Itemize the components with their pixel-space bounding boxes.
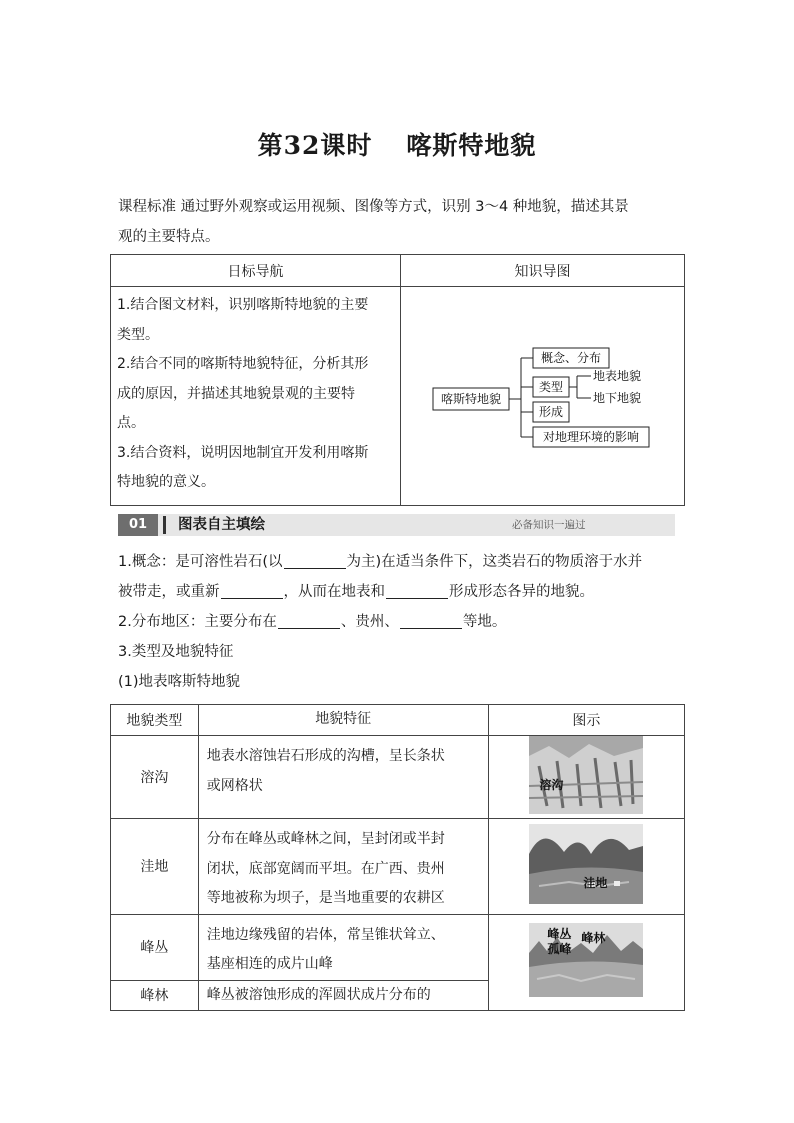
landform-image-cell: [488, 819, 684, 915]
feature-line: 分布在峰丛或峰林之间，呈封闭或半封: [206, 831, 445, 847]
section-divider: [163, 516, 166, 534]
distribution-text: 、贵州、: [340, 614, 399, 630]
landform-feature: [198, 736, 488, 819]
concept-text: 为主)在适当条件下，这类岩石的物质溶于水并: [346, 554, 643, 570]
map-branch-type-label: 类型: [538, 380, 564, 394]
fill-blank[interactable]: [400, 614, 462, 629]
landform-table: [110, 704, 685, 1011]
lesson-number: 第32课时: [257, 131, 373, 160]
section-note: 必备知识一遍过: [512, 519, 586, 531]
curriculum-standard: [118, 192, 683, 252]
goal-line: 1.结合图文材料，识别喀斯特地貌的主要: [117, 297, 369, 313]
col-header-image: 图示: [488, 705, 684, 736]
goals-cell: [111, 287, 401, 506]
peak-cluster-label: 峰丛: [547, 927, 572, 942]
goals-table: [110, 254, 685, 506]
feature-line: 等地被称为坝子，是当地重要的农耕区: [206, 890, 445, 906]
goals-header: 日标导航: [111, 255, 401, 287]
page-title: [0, 126, 794, 162]
karren-photo: [529, 736, 643, 814]
concept-paragraph: [118, 547, 688, 697]
section-title: 图表自主填绘: [178, 517, 265, 533]
table-row: [111, 914, 685, 980]
feature-line: 峰丛被溶蚀形成的浑圆状成片分布的: [206, 986, 431, 1003]
goal-line: 点。: [117, 415, 145, 431]
fill-blank[interactable]: [284, 554, 346, 569]
section-number: 01: [118, 514, 158, 536]
isolated-peak-label: 孤峰: [547, 942, 572, 957]
col-header-feature: 地貌特征: [198, 705, 488, 736]
distribution-text: 2.分布地区：主要分布在: [118, 614, 277, 630]
landform-image-cell: [488, 914, 684, 1011]
lesson-topic: 喀斯特地貌: [406, 131, 537, 160]
standard-text-line1: 通过野外观察或运用视频、图像等方式，识别 3～4 种地貌，描述其景: [180, 199, 629, 215]
landform-feature: [198, 819, 488, 915]
table-row: [111, 736, 685, 819]
landform-image-cell: [488, 736, 684, 819]
concept-text: 形成形态各异的地貌。: [449, 584, 594, 600]
map-branch-formation-label: 形成: [538, 405, 564, 419]
types-heading: 3.类型及地貌特征: [118, 644, 234, 660]
feature-line: 地表水溶蚀岩石形成的沟槽，呈长条状: [206, 748, 445, 764]
peak-cluster-photo: [529, 923, 643, 997]
map-branch-concept-label: 概念、分布: [540, 351, 602, 365]
karren-label: 溶沟: [539, 778, 564, 792]
map-sub-underground: 地下地貌: [593, 391, 642, 405]
fill-blank[interactable]: [221, 584, 283, 599]
knowledge-map-diagram: [401, 287, 684, 499]
depression-label: 洼地: [583, 876, 608, 891]
landform-type: 溶沟: [111, 736, 199, 819]
concept-text: 被带走，或重新: [118, 584, 220, 600]
map-sub-surface: 地表地貌: [593, 369, 642, 383]
fill-blank[interactable]: [386, 584, 448, 599]
knowledge-map-cell: [401, 287, 685, 506]
standard-label: 课程标准: [118, 199, 176, 215]
landform-type: 洼地: [111, 819, 199, 915]
goal-line: 2.结合不同的喀斯特地貌特征，分析其形: [117, 356, 369, 372]
goal-line: 特地貌的意义。: [117, 474, 215, 490]
concept-text: 1.概念：是可溶性岩石(以: [118, 554, 283, 570]
depression-photo: [529, 824, 643, 904]
goal-line: 3.结合资料，说明因地制宜开发利用喀斯: [117, 444, 369, 461]
landform-type: 峰林: [111, 980, 199, 1011]
table-row: [111, 819, 685, 915]
goal-line: 类型。: [117, 326, 159, 343]
feature-line: 洼地边缘残留的岩体，常呈锥状耸立、: [206, 926, 445, 943]
fill-blank[interactable]: [278, 614, 340, 629]
feature-line: 闭状，底部宽阔而平坦。在广西、贵州: [206, 860, 445, 877]
concept-text: ，从而在地表和: [283, 584, 385, 600]
landform-feature: [198, 914, 488, 980]
goal-line: 成的原因，并描述其地貌景观的主要特: [117, 385, 355, 402]
feature-line: 或网格状: [206, 777, 263, 794]
feature-line: 基座相连的成片山峰: [206, 956, 333, 972]
map-header: 知识导图: [401, 255, 685, 287]
peak-forest-label: 峰林: [581, 931, 606, 946]
surface-karst-heading: (1)地表喀斯特地貌: [118, 674, 241, 690]
map-branch-impact-label: 对地理环境的影响: [542, 430, 640, 444]
landform-feature: [198, 980, 488, 1011]
landform-type: 峰丛: [111, 914, 199, 980]
map-root-label: 喀斯特地貌: [440, 392, 502, 406]
distribution-text: 等地。: [462, 614, 507, 630]
standard-text-line2: 观的主要特点。: [118, 229, 220, 245]
col-header-type: 地貌类型: [111, 705, 199, 736]
